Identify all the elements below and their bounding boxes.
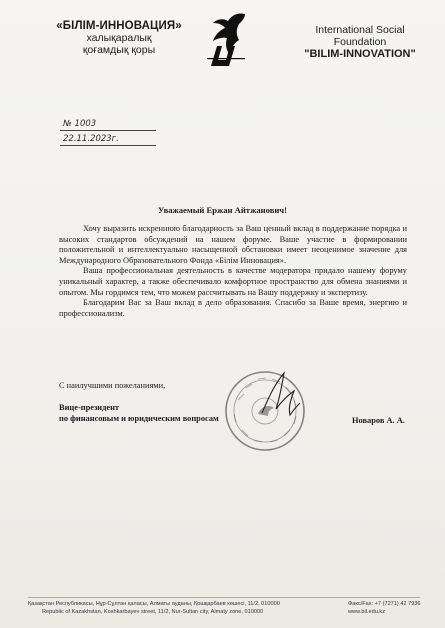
signatory-title-2: по финансовым и юридическим вопросам xyxy=(59,414,219,423)
org-en-1: International Social xyxy=(315,24,405,36)
registration-block xyxy=(60,118,156,146)
signatory-title-1: Вице-президент xyxy=(59,403,120,412)
footer-phone: Факс/Fax: +7 (7271) 42 7936 xyxy=(348,601,421,607)
footer-contacts xyxy=(348,600,443,616)
letter-body xyxy=(59,224,407,319)
paragraph: Ваша профессиональная деятельность в качестве модератора придало нашему форуму уникальный характер, а также обеспечивало комфортное пространство для обмена знаниями и опытом. Мы гордимся тем, что можем рассчитывать на Вашу поддержку и экспертизу. xyxy=(59,266,407,297)
org-sub-kz-2: қоғамдық қоры xyxy=(82,44,156,56)
footer-divider xyxy=(28,597,420,598)
footer-website[interactable]: www.bil.edu.kz xyxy=(348,609,385,615)
salutation: Уважаемый Ержан Айтжанович! xyxy=(157,205,288,215)
signatory-title xyxy=(59,402,219,424)
paragraph: Благодарим Вас за Ваш вклад в дело образования. Спасибо за Ваше время, энергию и профессионализм. xyxy=(59,298,407,318)
signature-icon xyxy=(258,369,302,429)
org-en-3: "BILIM-INNOVATION" xyxy=(304,48,416,60)
bird-logo-icon xyxy=(201,8,251,68)
closing-line: С наилучшими пожеланиями, xyxy=(59,381,166,390)
header-org-en xyxy=(290,24,430,60)
org-en-2: Foundation xyxy=(333,36,387,48)
header-org-kz xyxy=(44,20,194,56)
registration-number: № 1003 xyxy=(60,118,156,131)
registration-date: 22.11.2023г. xyxy=(60,133,156,146)
org-name-kz: «БІЛІМ-ИННОВАЦИЯ» xyxy=(56,20,182,32)
footer-address xyxy=(28,600,338,616)
address-kz: Қазақстан Республикасы, Нұр-Сұлтан қаласы, Алматы ауданы, Қошқарбаев көшесі, 11/2, 010000 xyxy=(28,601,280,607)
signatory-name: Новаров А. А. xyxy=(352,416,405,425)
address-en: Republic of Kazakhstan, Koshkarbayev street, 11/2, Nur-Sultan city, Almaty zone, 010000 xyxy=(42,609,264,615)
paragraph: Хочу выразить искреннюю благодарность за Ваш ценный вклад в поддержание порядка и высоких стандартов обсуждений на нашем форуме. Ваше участие в формировании положительной и интеллектуально насыщенной обстановки имеет неоценимое значение для Международного Образовательного Фонда «Білім Инновация». xyxy=(59,224,407,265)
org-sub-kz-1: халықаралық xyxy=(86,32,152,44)
